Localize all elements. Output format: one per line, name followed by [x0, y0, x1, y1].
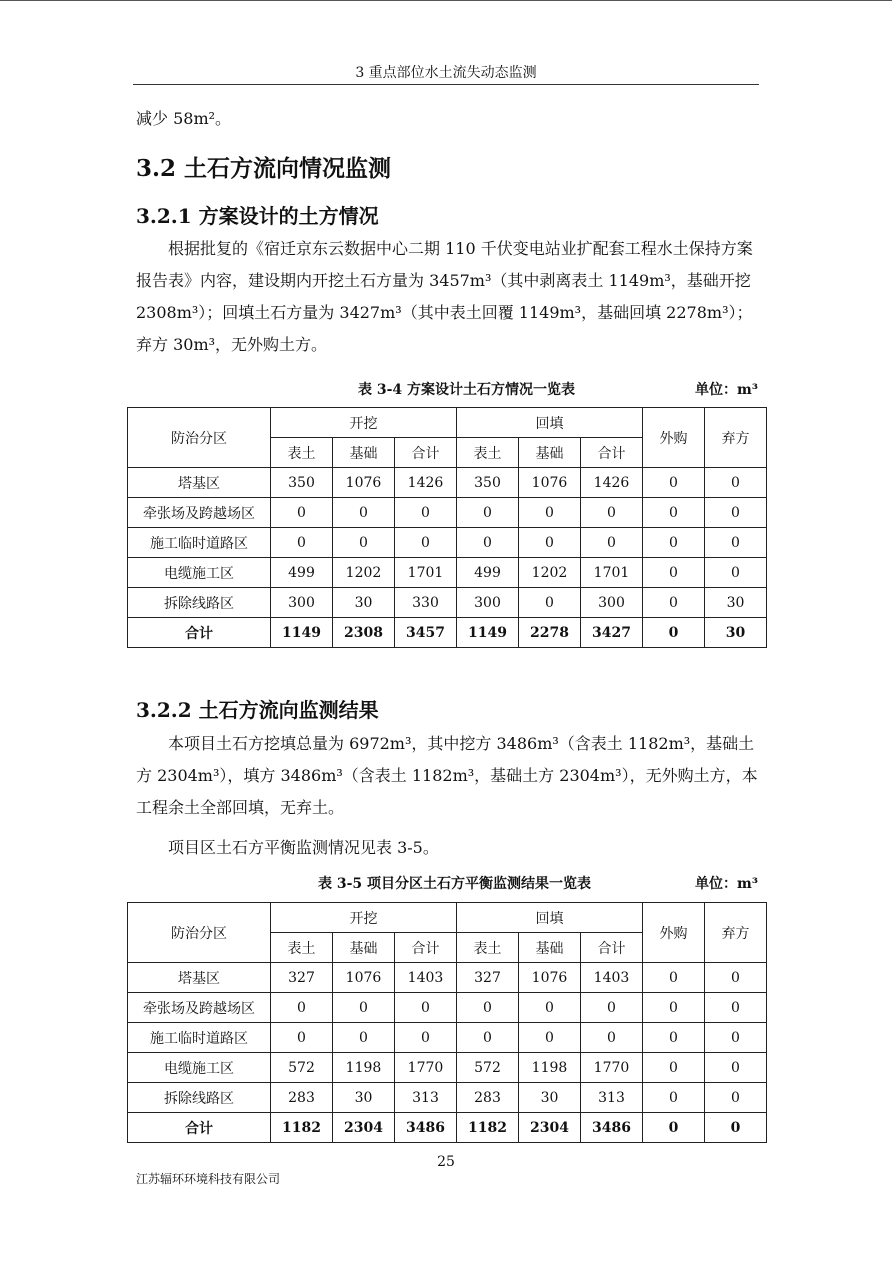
subsection-heading-1: 3.2.1 方案设计的土方情况 [136, 204, 379, 228]
table-cell: 1701 [581, 558, 643, 588]
page-top-border [0, 0, 892, 1]
table-cell: 30 [705, 588, 767, 618]
table-cell: 合计 [128, 1113, 271, 1143]
table-cell: 0 [643, 528, 705, 558]
table-cell: 0 [705, 498, 767, 528]
table-cell: 0 [457, 1023, 519, 1053]
table-total-row [128, 618, 767, 648]
table-cell: 0 [643, 1023, 705, 1053]
table-cell: 1701 [395, 558, 457, 588]
table-3-4 [127, 407, 767, 648]
intro-line: 减少 58m²。 [136, 109, 232, 128]
table-cell: 0 [643, 498, 705, 528]
header-topsoil: 表土 [457, 933, 519, 963]
table-cell: 0 [581, 528, 643, 558]
table-cell: 2308 [333, 618, 395, 648]
table-row [128, 498, 767, 528]
header-purchase: 外购 [643, 903, 705, 963]
table-cell: 300 [581, 588, 643, 618]
table-cell: 283 [457, 1083, 519, 1113]
header-purchase: 外购 [643, 408, 705, 468]
page-number: 25 [437, 1154, 455, 1170]
table-cell: 0 [643, 1113, 705, 1143]
table-cell: 1149 [271, 618, 333, 648]
header-topsoil: 表土 [271, 438, 333, 468]
table-cell: 313 [581, 1083, 643, 1113]
subsection-heading-2: 3.2.2 土石方流向监测结果 [136, 698, 379, 722]
table-cell: 0 [581, 993, 643, 1023]
table-cell: 0 [519, 528, 581, 558]
table-cell: 327 [457, 963, 519, 993]
table-cell: 572 [271, 1053, 333, 1083]
header-foundation: 基础 [333, 933, 395, 963]
table-cell: 0 [457, 993, 519, 1023]
table-cell: 1770 [395, 1053, 457, 1083]
header-backfill: 回填 [457, 408, 643, 438]
table-cell: 0 [705, 963, 767, 993]
header-subtotal: 合计 [581, 933, 643, 963]
table-cell: 499 [271, 558, 333, 588]
table-cell: 电缆施工区 [128, 558, 271, 588]
section-heading: 3.2 土石方流向情况监测 [136, 155, 392, 182]
table-cell: 0 [271, 498, 333, 528]
header-rule [133, 84, 759, 85]
table-cell: 3486 [581, 1113, 643, 1143]
table-cell: 0 [581, 498, 643, 528]
company-footer: 江苏辐环环境科技有限公司 [136, 1172, 281, 1186]
table-cell: 0 [643, 588, 705, 618]
table-cell: 1182 [271, 1113, 333, 1143]
table-cell: 0 [519, 588, 581, 618]
table-cell: 350 [271, 468, 333, 498]
table-cell: 0 [333, 498, 395, 528]
table-cell: 0 [271, 528, 333, 558]
table-row [128, 558, 767, 588]
table-cell: 0 [705, 993, 767, 1023]
header-subtotal: 合计 [581, 438, 643, 468]
table-cell: 1403 [581, 963, 643, 993]
table-cell: 2304 [333, 1113, 395, 1143]
table-cell: 0 [705, 1113, 767, 1143]
table-cell: 283 [271, 1083, 333, 1113]
table-cell: 1076 [333, 963, 395, 993]
table-cell: 1770 [581, 1053, 643, 1083]
table-cell: 1198 [333, 1053, 395, 1083]
table-cell: 300 [457, 588, 519, 618]
table-cell: 3486 [395, 1113, 457, 1143]
table-cell: 0 [705, 1023, 767, 1053]
table-cell: 0 [581, 1023, 643, 1053]
table-3-5-unit: 单位：m³ [695, 876, 758, 892]
table-cell: 0 [333, 1023, 395, 1053]
table-3-4-caption: 表 3-4 方案设计土石方情况一览表 [358, 382, 576, 398]
table-row [128, 1023, 767, 1053]
table-row [128, 1053, 767, 1083]
table-cell: 1403 [395, 963, 457, 993]
table-cell: 1198 [519, 1053, 581, 1083]
table-cell: 313 [395, 1083, 457, 1113]
table-3-5-caption: 表 3-5 项目分区土石方平衡监测结果一览表 [318, 876, 592, 892]
table-row [128, 468, 767, 498]
table-cell: 1426 [581, 468, 643, 498]
table-cell: 拆除线路区 [128, 588, 271, 618]
header-subtotal: 合计 [395, 438, 457, 468]
table-cell: 1202 [333, 558, 395, 588]
table-row [128, 588, 767, 618]
table-3-4-unit: 单位：m³ [695, 382, 758, 398]
header-topsoil: 表土 [271, 933, 333, 963]
table-cell: 0 [643, 993, 705, 1023]
table-cell: 0 [643, 963, 705, 993]
table-cell: 30 [519, 1083, 581, 1113]
table-cell: 0 [643, 618, 705, 648]
header-excavation: 开挖 [271, 903, 457, 933]
table-cell: 0 [705, 528, 767, 558]
table-cell: 1076 [519, 963, 581, 993]
table-cell: 牵张场及跨越场区 [128, 993, 271, 1023]
header-foundation: 基础 [519, 438, 581, 468]
table-cell: 0 [395, 528, 457, 558]
subsection-2-reference: 项目区土石方平衡监测情况见表 3-5。 [168, 838, 439, 857]
table-cell: 0 [457, 498, 519, 528]
table-cell: 合计 [128, 618, 271, 648]
header-subtotal: 合计 [395, 933, 457, 963]
table-cell: 2304 [519, 1113, 581, 1143]
table-cell: 0 [643, 1053, 705, 1083]
table-cell: 塔基区 [128, 963, 271, 993]
table-row [128, 963, 767, 993]
table-cell: 牵张场及跨越场区 [128, 498, 271, 528]
table-cell: 350 [457, 468, 519, 498]
header-foundation: 基础 [333, 438, 395, 468]
table-cell: 施工临时道路区 [128, 528, 271, 558]
table-cell: 1149 [457, 618, 519, 648]
header-zone: 防治分区 [128, 408, 271, 468]
table-cell: 572 [457, 1053, 519, 1083]
header-zone: 防治分区 [128, 903, 271, 963]
table-cell: 30 [333, 1083, 395, 1113]
subsection-2-paragraph: 本项目土石方挖填总量为 6972m³，其中挖方 3486m³（含表土 1182m³，基础土方 2304m³），填方 3486m³（含表土 1182m³，基础土方 2304m³），无外购土方，本工程余土全部回填，无弃土。 [136, 734, 758, 817]
table-3-5 [127, 902, 767, 1143]
running-header: 3 重点部位水土流失动态监测 [355, 65, 537, 81]
table-cell: 0 [333, 528, 395, 558]
table-cell: 0 [395, 993, 457, 1023]
table-total-row [128, 1113, 767, 1143]
table-cell: 1182 [457, 1113, 519, 1143]
header-waste: 弃方 [705, 408, 767, 468]
table-cell: 0 [519, 1023, 581, 1053]
subsection-1-paragraph: 根据批复的《宿迁京东云数据中心二期 110 千伏变电站业扩配套工程水土保持方案报告表》内容，建设期内开挖土石方量为 3457m³（其中剥离表土 1149m³，基础开挖 2308m³）；回填土石方量为 3427m³（其中表土回覆 1149m³，基础回填 2278m³）；弃方 30m³，无外购土方。 [136, 239, 753, 354]
table-cell: 1076 [333, 468, 395, 498]
table-cell: 0 [643, 1083, 705, 1113]
table-cell: 499 [457, 558, 519, 588]
table-cell: 3457 [395, 618, 457, 648]
table-row [128, 993, 767, 1023]
header-topsoil: 表土 [457, 438, 519, 468]
table-cell: 0 [395, 498, 457, 528]
table-cell: 施工临时道路区 [128, 1023, 271, 1053]
table-cell: 0 [333, 993, 395, 1023]
table-cell: 0 [271, 1023, 333, 1053]
table-cell: 30 [705, 618, 767, 648]
table-cell: 327 [271, 963, 333, 993]
table-cell: 拆除线路区 [128, 1083, 271, 1113]
table-row [128, 528, 767, 558]
table-cell: 300 [271, 588, 333, 618]
table-cell: 1202 [519, 558, 581, 588]
table-cell: 0 [705, 468, 767, 498]
table-cell: 0 [271, 993, 333, 1023]
header-backfill: 回填 [457, 903, 643, 933]
table-cell: 0 [519, 993, 581, 1023]
table-cell: 330 [395, 588, 457, 618]
table-cell: 2278 [519, 618, 581, 648]
table-cell: 0 [643, 558, 705, 588]
table-cell: 1426 [395, 468, 457, 498]
table-cell: 0 [705, 1083, 767, 1113]
table-cell: 0 [457, 528, 519, 558]
table-cell: 0 [395, 1023, 457, 1053]
table-cell: 1076 [519, 468, 581, 498]
header-foundation: 基础 [519, 933, 581, 963]
table-cell: 0 [643, 468, 705, 498]
table-cell: 塔基区 [128, 468, 271, 498]
table-cell: 0 [705, 1053, 767, 1083]
table-cell: 3427 [581, 618, 643, 648]
table-cell: 0 [519, 498, 581, 528]
table-cell: 电缆施工区 [128, 1053, 271, 1083]
table-cell: 0 [705, 558, 767, 588]
table-row [128, 1083, 767, 1113]
header-excavation: 开挖 [271, 408, 457, 438]
table-cell: 30 [333, 588, 395, 618]
header-waste: 弃方 [705, 903, 767, 963]
